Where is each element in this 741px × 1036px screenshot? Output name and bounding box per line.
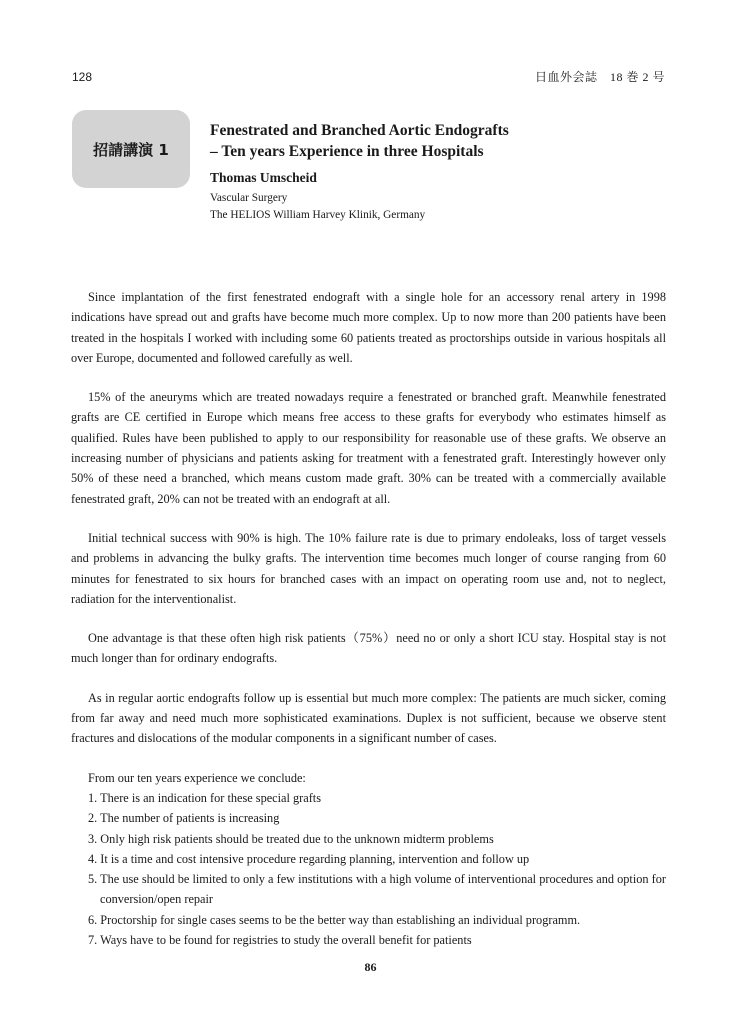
article-title-line-2: – Ten years Experience in three Hospitals xyxy=(210,143,484,160)
conclusion-item: 2. The number of patients is increasing xyxy=(88,811,280,826)
article-title xyxy=(210,120,509,162)
conclusion-item: 7. Ways have to be found for registries to study the overall benefit for patients xyxy=(88,933,472,948)
affiliation-department: Vascular Surgery xyxy=(210,192,288,204)
conclusion-item: 5. The use should be limited to only a few institutions with a high volume of interventional procedures and option for conversion/open repair xyxy=(88,872,666,907)
lecture-badge-label: 招請講演 1 xyxy=(93,140,169,159)
conclusion-intro: From our ten years experience we conclude: xyxy=(88,770,306,785)
author-name: Thomas Umscheid xyxy=(210,170,317,185)
body-paragraph: Initial technical success with 90% is high. The 10% failure rate is due to primary endoleaks, loss of target vessels and problems in advancing the bulky grafts. The intervention time becomes much longer of course ranging from 60 minutes for fenestrated to six hours for branched cases with an impact on operating room use and, not to neglect, radiation for the interventionalist. xyxy=(71,530,666,606)
conclusion-item: 6. Proctorship for single cases seems to be the better way than establishing an individual programm. xyxy=(88,912,581,927)
conclusion-list xyxy=(71,788,666,950)
conclusion-item: 1. There is an indication for these special grafts xyxy=(88,790,321,805)
affiliation xyxy=(210,190,509,224)
conclusion-item: 4. It is a time and cost intensive procedure regarding planning, intervention and follow up xyxy=(88,851,530,866)
article-body xyxy=(71,287,666,950)
lecture-badge xyxy=(72,110,190,188)
body-paragraph: As in regular aortic endografts follow up is essential but much more complex: The patients are much sicker, coming from far away and need much more sophisticated examinations. Duplex is not sufficient, because we observe stent fractures and dislocations of the modular components in a significant number of cases. xyxy=(71,690,666,746)
conclusion-item: 3. Only high risk patients should be treated due to the unknown midterm problems xyxy=(88,831,494,846)
page-number-top: 128 xyxy=(72,70,93,84)
body-paragraph: Since implantation of the first fenestrated endograft with a single hole for an accessory renal artery in 1998 indications have spread out and grafts have become much more complex. Up to now more than 200 patients have been treated in the hospitals I worked with including some 60 patients treated as proctorships outside in various hospitals all over Europe, documented and followed carefully as well. xyxy=(71,290,666,365)
body-paragraph: 15% of the aneuryms which are treated nowadays require a fenestrated or branched graft. Meanwhile fenestrated grafts are CE certified in Europe which means free access to these grafts for everybody who estimates himself as qualified. Rules have been published to apply to our responsibility for reasonable use of these grafts. We observe an increasing number of physicians and patients asking for treatment with a fenestrated graft. Interestingly however only 50% of these need a branched, which means custom made graft. 30% can be treated with a commercially available fenestrated graft, 20% can not be treated with an endograft at all. xyxy=(71,390,666,506)
page-number-footer: 86 xyxy=(364,960,377,974)
article-title-line-1: Fenestrated and Branched Aortic Endografts xyxy=(210,122,509,139)
article-header xyxy=(210,120,509,224)
journal-header: 日血外会誌 18 巻 2 号 xyxy=(534,70,665,84)
body-paragraph: One advantage is that these often high risk patients（75%）need no or only a short ICU stay. Hospital stay is not much longer than for ordinary endografts. xyxy=(71,631,666,666)
affiliation-institution: The HELIOS William Harvey Klinik, Germany xyxy=(210,209,426,221)
